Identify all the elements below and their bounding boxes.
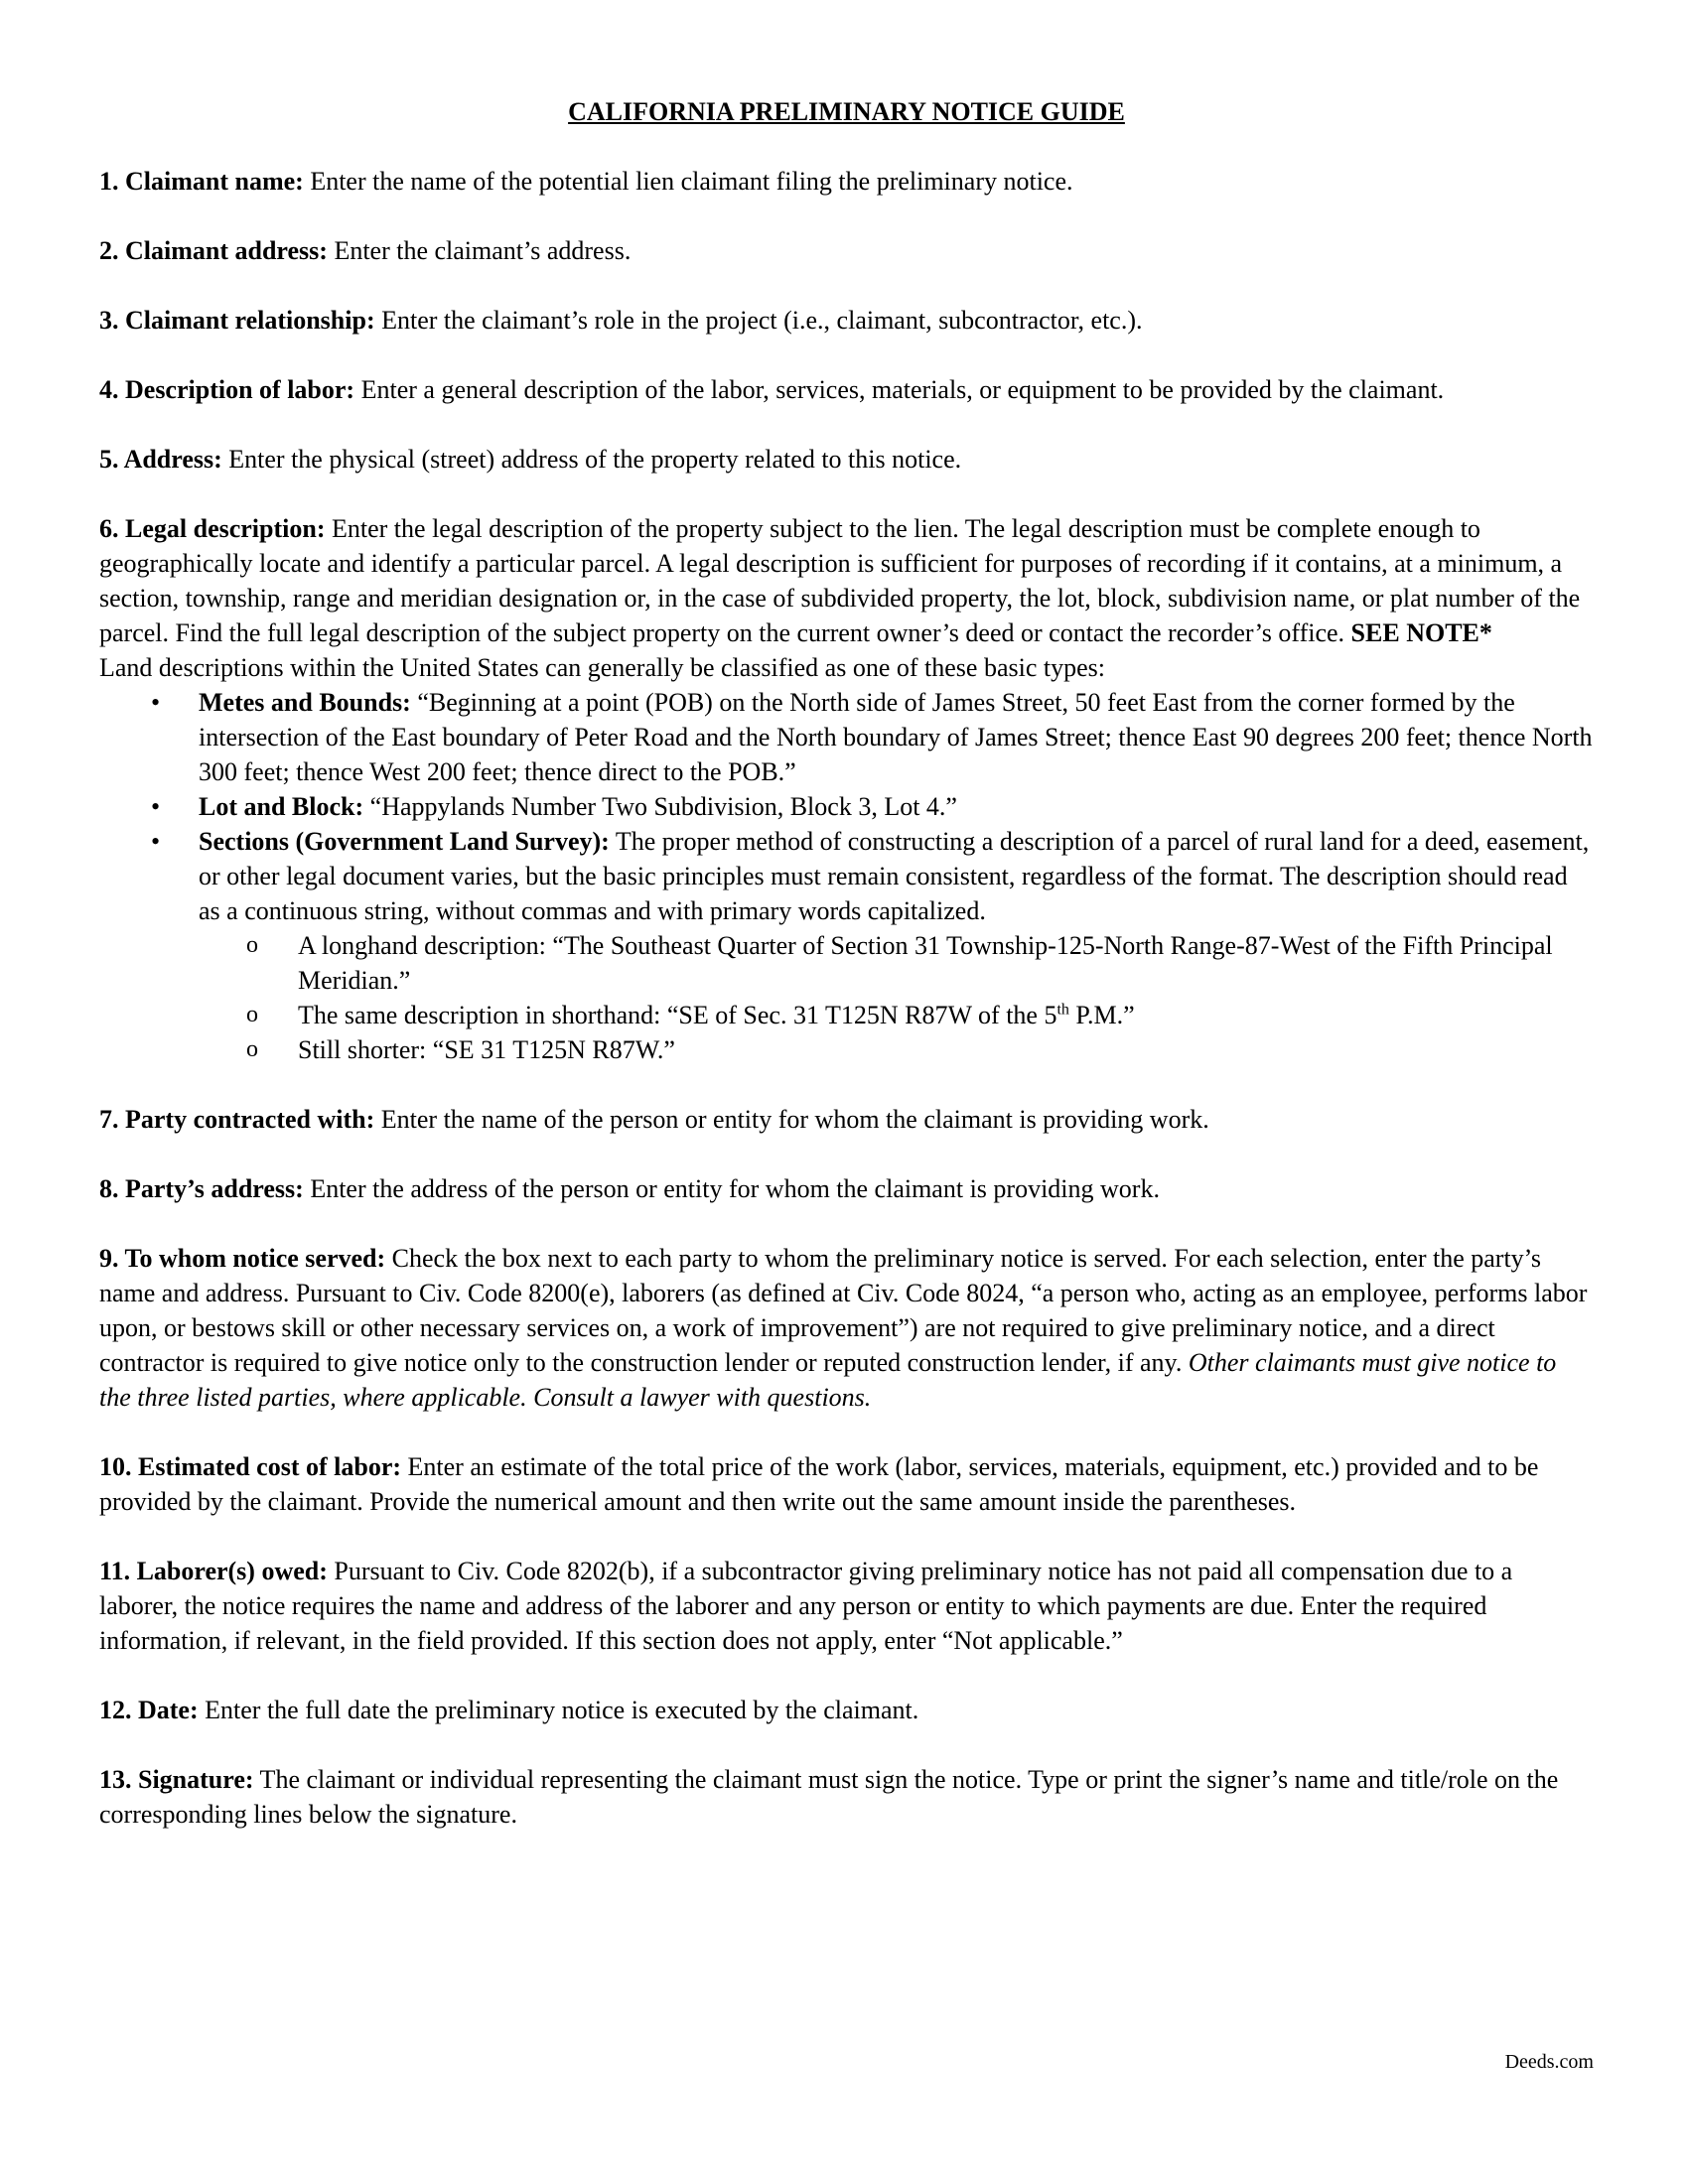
bullet-label: Lot and Block:	[199, 792, 364, 821]
item-description-of-labor	[99, 372, 1594, 407]
bullet-label: Sections (Government Land Survey):	[199, 827, 610, 856]
land-types-list	[99, 685, 1594, 1067]
list-item	[151, 685, 1594, 789]
item-claimant-relationship	[99, 303, 1594, 338]
item-label: 10. Estimated cost of labor:	[99, 1452, 402, 1481]
bullet-text: The proper method of constructing a description of a parcel of rural land for a deed, easement, or other legal document varies, but the basic principles must remain consistent, regardless of the format. The description should read as a continuous string, without commas and with primary words capitalized.	[199, 827, 1590, 925]
item-label: 8. Party’s address:	[99, 1174, 304, 1203]
item-label: 6. Legal description:	[99, 514, 326, 543]
item-label: 4. Description of labor:	[99, 375, 355, 404]
item-text: Pursuant to Civ. Code 8202(b), if a subcontractor giving preliminary notice has not paid all compensation due to a laborer, the notice requires the name and address of the laborer and any person or entity to which payments are due. Enter the required information, if relevant, in the field provided. If this section does not apply, enter “Not applicable.”	[99, 1557, 1513, 1655]
see-note: SEE NOTE*	[1350, 618, 1492, 647]
bullet-text: “Beginning at a point (POB) on the North side of James Street, 50 feet East from the corner formed by the intersection of the East boundary of Peter Road and the North boundary of James Street; thence East 90 degrees 200 feet; thence North 300 feet; thence West 200 feet; thence direct to the POB.”	[199, 688, 1593, 786]
item-label: 12. Date:	[99, 1696, 199, 1724]
item-text: Enter an estimate of the total price of the work (labor, services, materials, equipment, etc.) provided and to be provided by the claimant. Provide the numerical amount and then write out the same amount inside the parentheses.	[99, 1452, 1539, 1516]
bullet-text: “Happylands Number Two Subdivision, Block 3, Lot 4.”	[363, 792, 957, 821]
item-label: 13. Signature:	[99, 1765, 254, 1794]
item-address	[99, 442, 1594, 477]
item-text: Enter the legal description of the property subject to the lien. The legal description must be complete enough to geographically locate and identify a particular parcel. A legal description is sufficient for purposes of recording if it contains, at a minimum, a section, township, range and meridian designation or, in the case of subdivided property, the lot, block, subdivision name, or plat number of the parcel. Find the full legal description of the subject property on the current owner’s deed or contact the recorder’s office.	[99, 514, 1581, 647]
bullet-icon: •	[151, 827, 161, 856]
item-laborers-owed	[99, 1554, 1594, 1658]
item-text: Enter the full date the preliminary notice is executed by the claimant.	[198, 1696, 919, 1724]
item-label: 9. To whom notice served:	[99, 1244, 386, 1273]
sections-sub-list	[199, 928, 1594, 1067]
item-label: 3. Claimant relationship:	[99, 306, 375, 335]
item-text: Enter a general description of the labor, services, materials, or equipment to be provided by the claimant.	[354, 375, 1445, 404]
item-claimant-address	[99, 233, 1594, 268]
sub-list-item	[246, 928, 1594, 998]
land-descriptions-intro: Land descriptions within the United States can generally be classified as one of these basic types:	[99, 653, 1105, 682]
item-text: Enter the name of the potential lien claimant filing the preliminary notice.	[303, 167, 1073, 196]
list-item	[151, 824, 1594, 1067]
sub-bullet-text: A longhand description: “The Southeast Quarter of Section 31 Township-125-North Range-87-West of the Fifth Principal Meridian.”	[298, 931, 1553, 995]
item-text: The claimant or individual representing the claimant must sign the notice. Type or print the signer’s name and title/role on the corresponding lines below the signature.	[99, 1765, 1559, 1829]
item-text: Enter the claimant’s address.	[327, 236, 632, 265]
item-text: Enter the physical (street) address of the property related to this notice.	[221, 445, 962, 474]
item-label: 7. Party contracted with:	[99, 1105, 375, 1134]
sub-bullet-text: Still shorter: “SE 31 T125N R87W.”	[298, 1035, 675, 1064]
sub-bullet-text-end: P.M.”	[1068, 1001, 1135, 1029]
bullet-icon: •	[151, 688, 161, 717]
item-label: 11. Laborer(s) owed:	[99, 1557, 328, 1585]
ordinal-superscript: th	[1056, 1001, 1069, 1019]
footer-brand: Deeds.com	[1504, 2051, 1594, 2073]
item-label: 1. Claimant name:	[99, 167, 304, 196]
circle-bullet-icon: o	[246, 1036, 258, 1062]
item-text: Enter the name of the person or entity for whom the claimant is providing work.	[374, 1105, 1209, 1134]
item-date	[99, 1693, 1594, 1727]
sub-list-item	[246, 1032, 1594, 1067]
item-party-contracted-with	[99, 1102, 1594, 1137]
item-italic-text: Other claimants must give notice to the three listed parties, where applicable. Consult a lawyer with questions.	[99, 1348, 1557, 1412]
circle-bullet-icon: o	[246, 932, 258, 958]
item-signature	[99, 1762, 1594, 1832]
item-label: 5. Address:	[99, 445, 222, 474]
document-body	[99, 94, 1594, 1832]
page-title: CALIFORNIA PRELIMINARY NOTICE GUIDE	[568, 97, 1125, 126]
bullet-label: Metes and Bounds:	[199, 688, 411, 717]
bullet-icon: •	[151, 792, 161, 821]
item-to-whom-notice-served	[99, 1241, 1594, 1415]
item-label: 2. Claimant address:	[99, 236, 328, 265]
item-text: Check the box next to each party to whom the preliminary notice is served. For each selection, enter the party’s name and address. Pursuant to Civ. Code 8200(e), laborers (as defined at Civ. Code 8024, “a person who, acting as an employee, performs labor upon, or bestows skill or other necessary services on, a work of improvement”) are not required to give preliminary notice, and a direct contractor is required to give notice only to the construction lender or reputed construction lender, if any.	[99, 1244, 1588, 1377]
item-estimated-cost	[99, 1449, 1594, 1519]
circle-bullet-icon: o	[246, 1002, 258, 1027]
list-item	[151, 789, 1594, 824]
item-legal-description	[99, 511, 1594, 1067]
item-text: Enter the address of the person or entity for whom the claimant is providing work.	[303, 1174, 1160, 1203]
sub-list-item	[246, 998, 1594, 1032]
item-claimant-name	[99, 164, 1594, 199]
item-text: Enter the claimant’s role in the project (i.e., claimant, subcontractor, etc.).	[374, 306, 1143, 335]
item-party-address	[99, 1171, 1594, 1206]
legal-description-paragraph	[99, 511, 1594, 650]
sub-bullet-text: The same description in shorthand: “SE of Sec. 31 T125N R87W of the 5	[298, 1001, 1057, 1029]
